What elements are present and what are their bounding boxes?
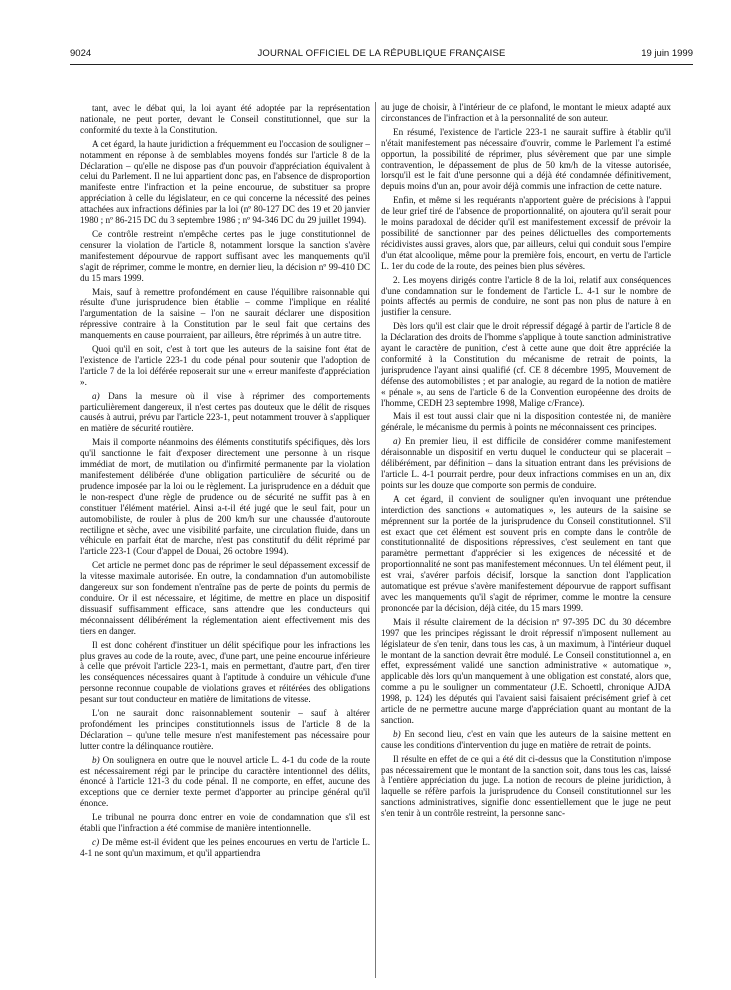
paragraph-text: Ce contrôle restreint n'empêche certes pas le juge constitutionnel de censurer la violation de l'article 8, notamment lorsque la sanction s'avère manifestement dépourvue de rapport suffisant avec les manquements qu'il s'agit de réprimer, comme le montre, en dernier lieu, la décision nº 99-410 DC du 15 mars 1999. <box>80 228 370 283</box>
paragraph-text: Quoi qu'il en soit, c'est à tort que les auteurs de la saisine font état de l'existence de l'article 223-1 du code pénal pour soutenir que l'adoption de l'article 7 de la loi déférée reposerait sur une « erreur manifeste d'appréciation ». <box>80 344 370 387</box>
paragraph-text: A cet égard, la haute juridiction a fréquemment eu l'occasion de souligner – notamment en réponse à de semblables moyens fondés sur l'article 8 de la Déclaration – qu'elle ne dispose pas d'un pouvoir d'appréciation équivalent à celui du Parlement. Il ne lui appartient donc pas, en l'absence de disproportion manifeste entre l'infraction et la peine encourue, de substituer sa propre appréciation à celle du législateur, en ce qui concerne la nécessité des peines attachées aux infractions définies par la loi (nº 80-127 DC des 19 et 20 janvier 1980 ; nº 86-215 DC du 3 septembre 1986 ; nº 94-346 DC du 29 juillet 1994). <box>80 138 370 226</box>
paragraph <box>80 229 370 284</box>
header-rule <box>70 64 693 65</box>
paragraph <box>381 321 671 408</box>
paragraph-text: En premier lieu, il est difficile de considérer comme manifestement déraisonnable un dispositif en vertu duquel le conducteur qui se placerait – délibérément, par définition – dans la situation entrant dans les prévisions de l'article L. 4-1 pourrait perdre, pour deux infractions commises en un an, dix points sur les douze que comporte son permis de conduire. <box>381 436 671 490</box>
paragraph-text: Enfin, et même si les requérants n'apportent guère de précisions à l'appui de leur grief tiré de l'absence de proportionnalité, on ajoutera qu'il serait pour le moins paradoxal de décider qu'il est manifestement excessif de prévoir la possibilité de sanctionner par des peines délictuelles des comportements récidivistes aussi graves, alors que, par ailleurs, celui qui conduit sous l'empire d'un état alcoolique, même pour la première fois, encourt, en vertu de l'article L. 1er du code de la route, des peines bien plus sévères. <box>381 195 671 271</box>
page-header <box>70 48 693 62</box>
paragraph-text: Le tribunal ne pourra donc entrer en voie de condamnation que s'il est établi que l'infraction a été commise de manière intentionnelle. <box>80 812 370 834</box>
paragraph <box>80 139 370 226</box>
page-number: 9024 <box>70 48 92 59</box>
paragraph <box>80 708 370 752</box>
paragraph-text: Il est donc cohérent d'instituer un délit spécifique pour les infractions les plus graves au code de la route, avec, d'une part, une peine encourue inférieure à celle que prévoit l'article 223-1, mais en permettant, d'autre part, d'en tirer les conséquences nécessaires quant à l'aptitude à conduire un véhicule d'une personne reconnue coupable de violations graves et réitérées des obligations pesant sur tout conducteur en matière de limitations de vitesse. <box>80 639 370 705</box>
paragraph <box>381 195 671 271</box>
paragraph <box>80 837 370 859</box>
paragraph <box>381 494 671 614</box>
publication-date: 19 juin 1999 <box>641 48 693 59</box>
paragraph-text: A cet égard, il convient de souligner qu'en invoquant une prétendue interdiction des sanctions « automatiques », les auteurs de la saisine se méprennent sur la portée de la jurisprudence du Conseil constitutionnel. S'il est exact que cet élément est souvent pris en compte dans le contrôle de constitutionnalité de dispositions répressives, c'est seulement en tant que paramètre permettant d'apprécier si les exigences de nécessité et de proportionnalité ne sont pas manifestement méconnues. Un tel élément peut, il est vrai, s'avérer parfois décisif, lorsque la sanction dont l'application automatique est prévue s'avère manifestement dépourvue de rapport suffisant avec les manquements qu'il s'agit de réprimer, comme le montre la censure prononcée par la décision, déjà citée, du 15 mars 1999. <box>381 493 671 613</box>
paragraph-text: On soulignera en outre que le nouvel article L. 4-1 du code de la route est nécessairement régi par le principe du caractère intentionnel des délits, énoncé à l'article 121-3 du code pénal. Il ne comporte, en effet, aucune des exceptions que ce dernier texte permet d'apporter au principe général qu'il énonce. <box>80 754 370 809</box>
paragraph <box>381 127 671 192</box>
paragraph <box>381 102 671 124</box>
paragraph-text: Mais il est tout aussi clair que ni la disposition contestée ni, de manière générale, le mécanisme du permis à points ne méconnaissent ces principes. <box>381 411 671 433</box>
paragraph-text: Il résulte en effet de ce qui a été dit ci-dessus que la Constitution n'impose pas nécessairement que le montant de la sanction soit, dans tous les cas, laissé à l'entière appréciation du juge. La notion de recours de pleine juridiction, à laquelle se réfère parfois la jurisprudence du Conseil constitutionnel sur les sanctions administratives, signifie donc essentiellement que le juge ne peut s'en tenir à un contrôle restreint, la personne sanc- <box>381 753 671 819</box>
paragraph <box>381 754 671 819</box>
paragraph-text: Mais, sauf à remettre profondément en cause l'équilibre raisonnable qui résulte d'une jurisprudence bien établie – comme l'implique en réalité l'argumentation de la saisine – l'on ne saurait déclarer une disposition répressive contraire à la Constitution par le seul fait que certains des manquements en cause pourraient, par ailleurs, être réprimés à un autre titre. <box>80 286 370 341</box>
paragraph-text: Dès lors qu'il est clair que le droit répressif dégagé à partir de l'article 8 de la Déclaration des droits de l'homme s'applique à toute sanction administrative ayant le caractère de punition, c'est à cette aune que doit être appréciée la conformité à la Constitution du mécanisme de retrait de points, la jurisprudence l'ayant ainsi qualifié (cf. CE 8 décembre 1995, Mouvement de défense des automobilistes ; et par analogie, au regard de la notion de matière « pénale », au sens de l'article 6 de la Convention européenne des droits de l'homme, CEDH 23 septembre 1998, Malige c/France). <box>381 321 671 408</box>
paragraph <box>381 436 671 491</box>
paragraph <box>80 640 370 705</box>
paragraph-text: De même est-il évident que les peines encourues en vertu de l'article L. 4-1 ne sont qu'un maximum, et qu'il appartiendra <box>80 837 370 858</box>
paragraph-text: En résumé, l'existence de l'article 223-1 ne saurait suffire à établir qu'il n'était manifestement pas nécessaire d'ouvrir, comme le Parlement l'a estimé opportun, la possibilité de réprimer, plus sévèrement que par une simple contravention, le dépassement de plus de 50 km/h de la vitesse autorisée, lorsqu'il est le fait d'une personne qui a déjà été condamnée définitivement, depuis moins d'un an, pour avoir déjà commis une infraction de cette nature. <box>381 126 671 192</box>
paragraph-text: tant, avec le débat qui, la loi ayant été adoptée par la représentation nationale, ne peut porter, devant le Conseil constitutionnel, que sur la conformité du texte à la Constitution. <box>80 103 370 135</box>
paragraph <box>80 437 370 557</box>
paragraph <box>80 103 370 136</box>
paragraph-lead: a) <box>393 436 401 447</box>
paragraph <box>381 275 671 319</box>
paragraph-text: En second lieu, c'est en vain que les auteurs de la saisine mettent en cause les conditions d'intervention du juge en matière de retrait de points. <box>381 728 671 750</box>
paragraph-text: Dans la mesure où il vise à réprimer des comportements particulièrement dangereux, il n'est certes pas douteux que le délit de risques causés à autrui, prévu par l'article 223-1, peut notamment trouver à s'appliquer en matière de sécurité routière. <box>80 390 370 434</box>
column-divider <box>375 102 376 978</box>
paragraph-lead: b) <box>393 728 401 739</box>
paragraph <box>80 755 370 810</box>
paragraph <box>80 391 370 435</box>
paragraph <box>80 812 370 834</box>
right-text-column <box>381 102 671 982</box>
paragraph-text: 2. Les moyens dirigés contre l'article 8 de la loi, relatif aux conséquences d'une condamnation sur le fondement de l'article L. 4-1 sur le nombre de points affectés au permis de conduire, ne sont pas non plus de nature à en justifier la censure. <box>381 274 671 318</box>
paragraph <box>381 729 671 751</box>
paragraph <box>80 560 370 636</box>
paragraph-lead: a) <box>92 390 100 401</box>
paragraph-lead: c) <box>92 837 100 847</box>
paragraph <box>80 287 370 342</box>
paragraph-text: Mais il comporte néanmoins des éléments constitutifs spécifiques, dès lors qu'il sanctionne le fait d'exposer directement une personne à un risque immédiat de mort, de mutilation ou d'infirmité permanente par la violation manifestement délibérée d'une obligation particulière de sécurité ou de prudence imposée par la loi ou le règlement. La jurisprudence en a déduit que le non-respect d'une règle de prudence ou de sécurité ne suffit pas à en constituer l'élément matériel. Ainsi a-t-il été jugé que le seul fait, pour un automobiliste, de rouler à plus de 200 km/h sur une chaussée d'autoroute rectiligne et sèche, avec une visibilité parfaite, une circulation fluide, dans un véhicule en parfait état de marche, n'est pas constitutif du délit réprimé par l'article 223-1 (Cour d'appel de Douai, 26 octobre 1994). <box>80 437 370 557</box>
left-text-column <box>80 103 370 983</box>
paragraph-text: au juge de choisir, à l'intérieur de ce plafond, le montant le mieux adapté aux circonstances de l'infraction et à la personnalité de son auteur. <box>381 102 671 123</box>
paragraph-text: L'on ne saurait donc raisonnablement soutenir – sauf à altérer profondément les principes constitutionnels issus de l'article 8 de la Déclaration – qu'une telle mesure n'est manifestement pas nécessaire pour lutter contre la délinquance routière. <box>80 708 370 751</box>
paragraph <box>381 411 671 433</box>
paragraph-lead: b) <box>92 754 100 765</box>
paragraph-text: Mais il résulte clairement de la décision nº 97-395 DC du 30 décembre 1997 que les principes régissant le droit répressif n'imposent nullement au législateur de s'en tenir, dans tous les cas, à un maximum, à l'intérieur duquel le montant de la sanction devrait être modulé. Le Conseil constitutionnel a, en effet, expressément validé une sanction administrative « automatique », applicable dès lors qu'un manquement à une obligation est constaté, alors que, comme a pu le souligner un commentateur (J.E. Schoettl, chronique AJDA 1998, p. 124) les députés qui l'avaient saisi faisaient précisément grief à cet article de ne permettre aucune marge d'appréciation quant au montant de la sanction. <box>381 616 671 725</box>
paragraph <box>381 617 671 726</box>
paragraph <box>80 344 370 388</box>
paragraph-text: Cet article ne permet donc pas de réprimer le seul dépassement excessif de la vitesse maximale autorisée. En outre, la condamnation d'un automobiliste dangereux sur son fondement n'entraîne pas de perte de points du permis de conduire. Or il est nécessaire, et légitime, de mettre en place un dispositif dissuasif suffisamment efficace, sans attendre que les conducteurs qui méconnaissent délibérément la réglementation aient effectivement mis des tiers en danger. <box>80 560 370 636</box>
journal-title: JOURNAL OFFICIEL DE LA RÉPUBLIQUE FRANÇAISE <box>257 48 506 59</box>
